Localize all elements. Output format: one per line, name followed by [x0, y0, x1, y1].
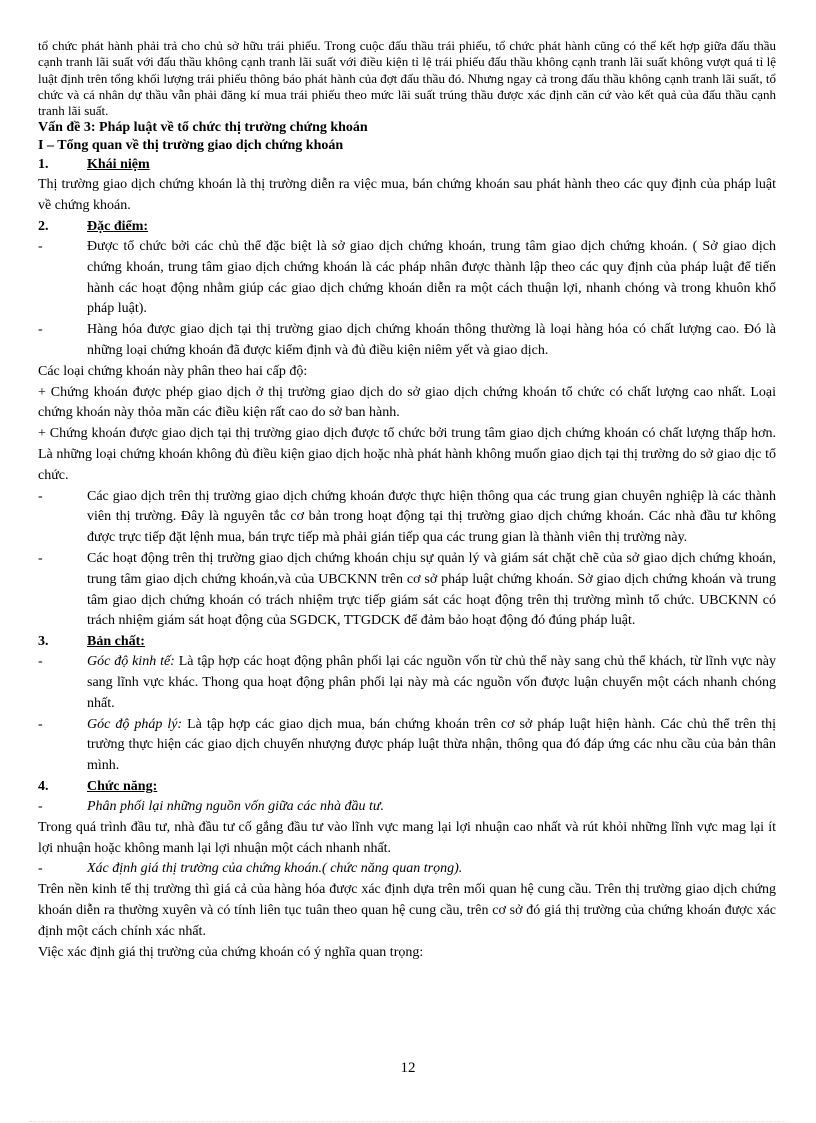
nature-body: Là tập hợp các giao dịch mua, bán chứng khoán trên cơ sở pháp luật hiện hành. Các chủ thể trên thị trường thực hiện các giao dịch chuyển nhượng được pháp luật thừa nhận, thông qua đó đáp ứng các nhu cầu của bản thân mình. [87, 716, 777, 774]
section-1-heading [38, 155, 776, 175]
part-heading: I – Tổng quan về thị trường giao dịch chứng khoán [38, 138, 344, 154]
feature-item [38, 320, 776, 362]
paragraph: Trong quá trình đầu tư, nhà đầu tư cố gắng đầu tư vào lĩnh vực mang lại lợi nhuận cao nhất và rút khỏi những lĩnh vực mag lại ít lợi nhuận hoặc không manh lại lợi nhuận một cách nhanh nhất. [38, 819, 776, 856]
function-item [38, 859, 776, 880]
feature-item [38, 237, 776, 320]
bullet-dash: - [38, 322, 43, 338]
nature-text [87, 715, 776, 777]
section-number: 2. [38, 219, 49, 235]
section-title: Chức năng: [87, 779, 158, 794]
feature-item [38, 487, 776, 549]
feature-text: Các giao dịch trên thị trường giao dịch chứng khoán được thực hiện thông qua các trung gian chuyên nghiệp là các thành viên thị trường. Đây là nguyên tắc cơ bản trong hoạt động tại thị trường giao dịch chứng khoán. Các nhà đầu tư không được trực tiếp đặt lệnh mua, bán trực tiếp mà phải gián tiếp qua các trung gian là thành viên thị trường này. [87, 488, 776, 546]
section-title: Khái niệm [87, 157, 150, 173]
function-item [38, 797, 776, 818]
bullet-dash: - [38, 861, 43, 877]
definition-paragraph: Thị trường giao dịch chứng khoán là thị trường diễn ra việc mua, bán chứng khoán sau phát hành theo các quy định của pháp luật về chứng khoán. [38, 177, 776, 214]
intro-paragraph: tổ chức phát hành phải trả cho chủ sở hữu trái phiếu. Trong cuộc đấu thầu trái phiếu, tổ chức phát hành cũng có thể kết hợp giữa đấu thầu cạnh tranh lãi suất với đấu thầu không cạnh tranh lãi suất với điều kiện tỉ lệ trái phiếu đấu thầu không cạnh tranh lãi suất không vượt quá tỉ lệ luật định trên tổng khối lượng trái phiếu thông báo phát hành của đợt đấu thầu đó. Nhưng ngay cả trong đấu thầu không cạnh tranh lãi suất, tổ chức và cá nhân dự thầu vẫn phải đăng kí mua trái phiếu theo mức lãi suất trúng thầu được xác định căn cứ vào kết quả của đấu thầu cạnh tranh lãi suất. [38, 38, 776, 119]
section-number: 1. [38, 157, 49, 173]
section-4-heading [38, 777, 776, 797]
bullet-dash: - [38, 716, 43, 732]
issue-heading: Vấn đề 3: Pháp luật về tổ chức thị trường chứng khoán [38, 120, 368, 136]
paragraph: Các loại chứng khoán này phân theo hai cấp độ: [38, 363, 308, 379]
bullet-dash: - [38, 799, 43, 814]
nature-label: Góc độ kinh tế: [87, 654, 175, 670]
document-page [38, 38, 776, 963]
bullet-dash: - [38, 239, 43, 255]
nature-item [38, 652, 776, 714]
nature-label: Góc độ pháp lý: [87, 716, 183, 732]
section-title: Đặc điểm: [87, 219, 149, 235]
section-number: 4. [38, 779, 49, 794]
function-title: Phân phối lại những nguồn vốn giữa các nhà đầu tư. [87, 799, 385, 814]
feature-text: Các hoạt động trên thị trường giao dịch chứng khoán chịu sự quản lý và giám sát chặt chẽ của sở giao dịch chứng khoán, trung tâm giao dịch chứng khoán,và của UBCKNN trên cơ sở pháp luật chứng khoán. Sở giao dịch chứng khoán và trung tâm giao dịch chứng khoán có trách nhiệm trực tiếp giám sát các hoạt động trên thị trường mình tổ chức. UBCKNN có trách nhiệm giám sát hoạt động của SGDCK, TTGDCK để đảm bảo hoạt động đó đúng pháp luật. [87, 551, 776, 629]
feature-text: Hàng hóa được giao dịch tại thị trường giao dịch chứng khoán thông thường là loại hàng hóa có chất lượng cao. Đó là những loại chứng khoán đã được kiểm định và đủ điều kiện niêm yết và giao dịch. [87, 322, 776, 359]
bullet-dash: - [38, 488, 43, 504]
feature-item [38, 549, 776, 632]
paragraph: + Chứng khoán được giao dịch tại thị trường giao dịch được tổ chức bởi trung tâm giao dịch chứng khoán có chất lượng thấp hơn. Là những loại chứng khoán không đủ điều kiện giao dịch hoặc nhà phát hành không muốn giao dịch tại thị trường do sở giao dịc tổ chức. [38, 426, 776, 483]
nature-body: Là tập hợp các hoạt động phân phối lại các nguồn vốn từ chủ thể này sang chủ thể khách, từ lĩnh vực này sang lĩnh vực khác. Thong qua hoạt động phân phối lại này mà các nguồn vốn được luận chuyển một cách nhanh chóng nhất. [87, 654, 776, 711]
function-title: Xác định giá thị trường của chứng khoán.( chức năng quan trọng). [87, 861, 463, 877]
page-divider [30, 1121, 786, 1122]
paragraph: Trên nền kinh tế thị trường thì giá cả của hàng hóa được xác định dựa trên mối quan hệ cung cầu. Trên thị trường giao dịch chứng khoán diễn ra thường xuyên và có tính liên tục tuân theo quan hệ cung cầu, trên cơ sở đó giá thị trường của chứng khoán được xác định một cách chính xác nhất. [38, 882, 776, 939]
nature-text [87, 652, 776, 714]
nature-item [38, 715, 776, 777]
bullet-dash: - [38, 654, 43, 670]
section-number: 3. [38, 634, 49, 650]
feature-text: Được tổ chức bởi các chủ thể đặc biệt là sở giao dịch chứng khoán, trung tâm giao dịch chứng khoán. ( Sở giao dịch chứng khoán, trung tâm giao dịch chứng khoán là các pháp nhân được thành lập theo các quy định của pháp luật để tiến hành các hoạt động nhằm giúp các giao dịch chứng khoán diễn ra một cách thuận lợi, nhanh chóng và trong khuôn khổ pháp luật). [87, 239, 776, 317]
paragraph: + Chứng khoán được phép giao dịch ở thị trường giao dịch do sở giao dịch chứng khoán tổ chức có chất lượng cao nhất. Loại chứng khoán này thỏa mãn các điều kiện rất cao do sở ban hành. [38, 384, 776, 421]
section-2-heading [38, 217, 776, 237]
section-3-heading [38, 632, 776, 652]
bullet-dash: - [38, 551, 43, 567]
page-number: 12 [400, 1060, 416, 1076]
paragraph: Việc xác định giá thị trường của chứng khoán có ý nghĩa quan trọng: [38, 944, 424, 960]
section-title: Bản chất: [87, 634, 145, 650]
